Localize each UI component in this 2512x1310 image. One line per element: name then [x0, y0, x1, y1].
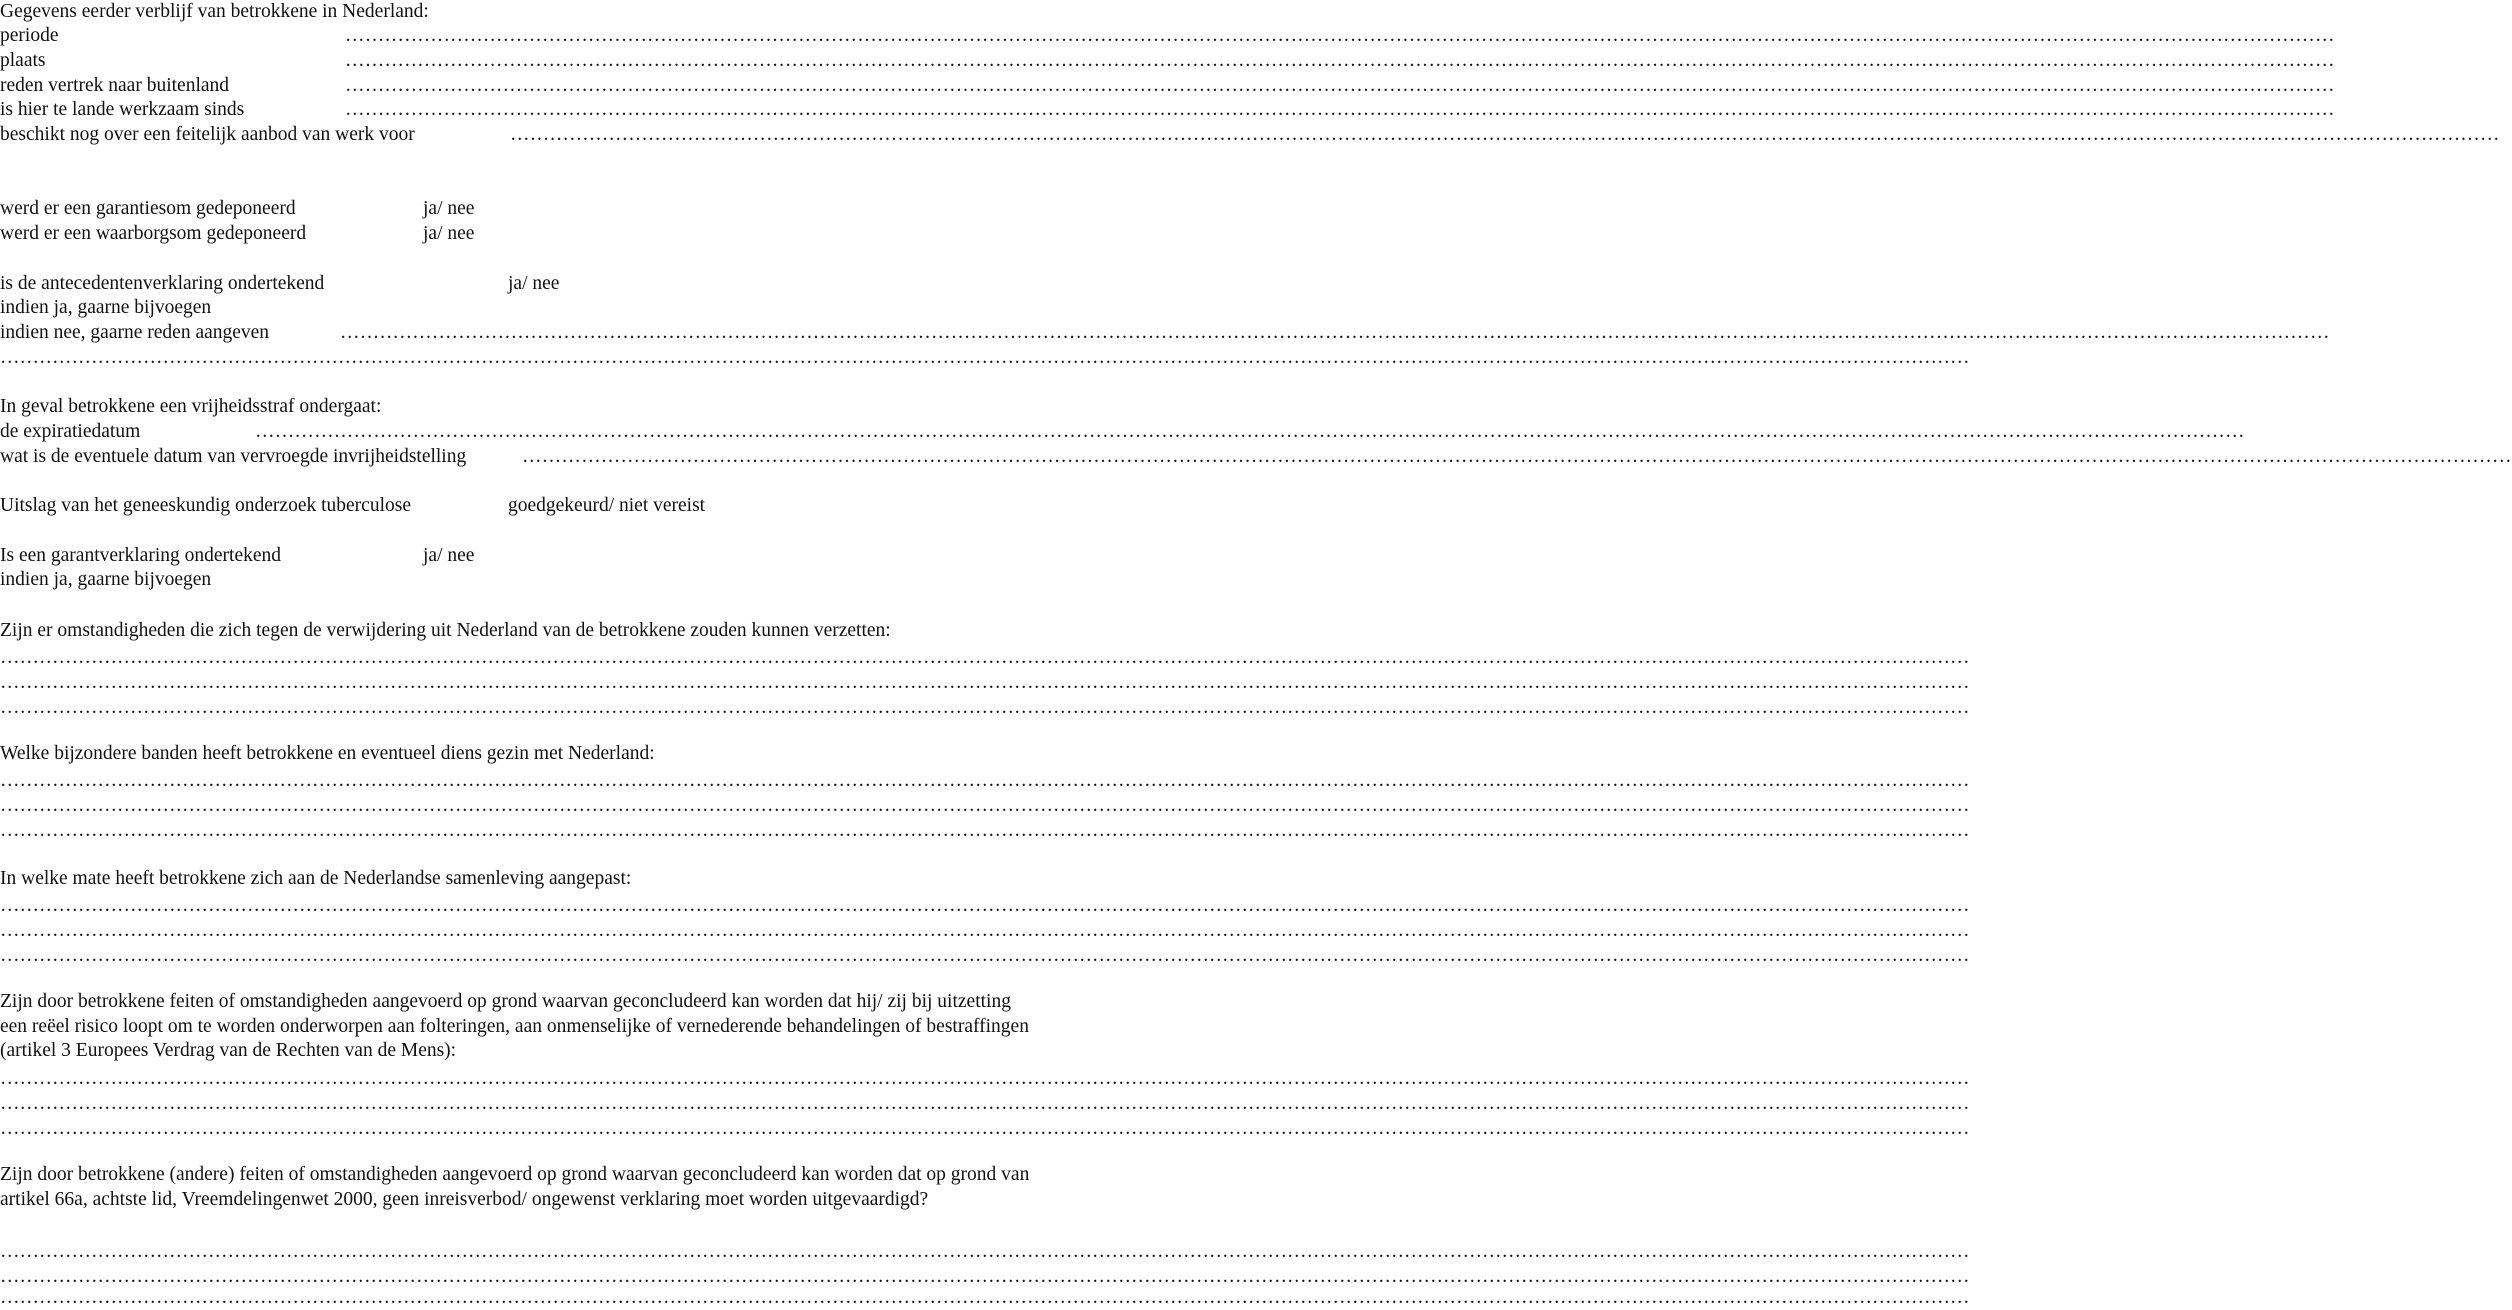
circumstances-question: Zijn er omstandigheden die zich tegen de verwijdering uit Nederland van de betrokkene zouden kunnen verzetten:: [0, 620, 891, 641]
integration-question: In welke mate heeft betrokkene zich aan de Nederlandse samenleving aangepast:: [0, 868, 632, 889]
entry-ban-answer-line-3[interactable]: ……………………………………………………………………………………………………………………………………………………………………………………………………………………………………………………………………………: [0, 1287, 1970, 1308]
place-field[interactable]: ……………………………………………………………………………………………………………………………………………………………………………………………………………………………………………………………………………: [345, 50, 2335, 71]
expiry-date-label: de expiratiedatum: [0, 421, 141, 442]
circumstances-answer-line-1[interactable]: ……………………………………………………………………………………………………………………………………………………………………………………………………………………………………………………………………………: [0, 647, 1970, 668]
guarantor-if-yes: indien ja, gaarne bijvoegen: [0, 569, 212, 590]
antecedents-reason-field-continued[interactable]: ……………………………………………………………………………………………………………………………………………………………………………………………………………………………………………………………………………: [0, 347, 1970, 368]
tuberculosis-exam-options[interactable]: goedgekeurd/ niet vereist: [508, 495, 706, 516]
ties-question: Welke bijzondere banden heeft betrokkene en eventueel diens gezin met Nederland:: [0, 743, 655, 764]
antecedents-if-no-label: indien nee, gaarne reden aangeven: [0, 322, 270, 343]
reason-departure-field[interactable]: ……………………………………………………………………………………………………………………………………………………………………………………………………………………………………………………………………………: [345, 75, 2335, 96]
bail-deposit-options[interactable]: ja/ nee: [423, 223, 475, 244]
working-since-label: is hier te lande werkzaam sinds: [0, 99, 245, 120]
ties-answer-line-1[interactable]: ……………………………………………………………………………………………………………………………………………………………………………………………………………………………………………………………………………: [0, 770, 1970, 791]
working-since-field[interactable]: ……………………………………………………………………………………………………………………………………………………………………………………………………………………………………………………………………………: [345, 99, 2335, 120]
antecedents-if-yes: indien ja, gaarne bijvoegen: [0, 297, 212, 318]
integration-answer-line-1[interactable]: ……………………………………………………………………………………………………………………………………………………………………………………………………………………………………………………………………………: [0, 895, 1970, 916]
period-label: periode: [0, 25, 59, 46]
risk-question: Zijn door betrokkene feiten of omstandigheden aangevoerd op grond waarvan geconcludeerd kan worden dat hij/ zij bij uitzetting een reëel risico loopt om te worden onderworpen aan folteringen, aan onmenselijke of vernederende behandelingen of bestraffingen (artikel 3 Europees Verdrag van de Rechten van de Mens):: [0, 991, 1029, 1061]
ties-answer-line-3[interactable]: ……………………………………………………………………………………………………………………………………………………………………………………………………………………………………………………………………………: [0, 820, 1970, 841]
tuberculosis-exam-label: Uitslag van het geneeskundig onderzoek tuberculose: [0, 495, 411, 516]
guarantor-signed-label: Is een garantverklaring ondertekend: [0, 545, 281, 566]
guarantee-deposit-options[interactable]: ja/ nee: [423, 198, 475, 219]
entry-ban-answer-line-2[interactable]: ……………………………………………………………………………………………………………………………………………………………………………………………………………………………………………………………………………: [0, 1266, 1970, 1287]
early-release-label: wat is de eventuele datum van vervroegde invrijheidstelling: [0, 446, 467, 467]
integration-answer-line-2[interactable]: ……………………………………………………………………………………………………………………………………………………………………………………………………………………………………………………………………………: [0, 920, 1970, 941]
job-offer-field[interactable]: ……………………………………………………………………………………………………………………………………………………………………………………………………………………………………………………………………………: [510, 124, 2500, 145]
circumstances-answer-line-2[interactable]: ……………………………………………………………………………………………………………………………………………………………………………………………………………………………………………………………………………: [0, 672, 1970, 693]
place-label: plaats: [0, 50, 46, 71]
early-release-field[interactable]: ……………………………………………………………………………………………………………………………………………………………………………………………………………………………………………………………………………: [522, 446, 2512, 467]
risk-answer-line-3[interactable]: ……………………………………………………………………………………………………………………………………………………………………………………………………………………………………………………………………………: [0, 1118, 1970, 1139]
risk-answer-line-1[interactable]: ……………………………………………………………………………………………………………………………………………………………………………………………………………………………………………………………………………: [0, 1068, 1970, 1089]
custody-heading: In geval betrokkene een vrijheidsstraf ondergaat:: [0, 396, 382, 417]
job-offer-label: beschikt nog over een feitelijk aanbod van werk voor: [0, 124, 415, 145]
risk-answer-line-2[interactable]: ……………………………………………………………………………………………………………………………………………………………………………………………………………………………………………………………………………: [0, 1093, 1970, 1114]
period-field[interactable]: ……………………………………………………………………………………………………………………………………………………………………………………………………………………………………………………………………………: [345, 25, 2335, 46]
reason-departure-label: reden vertrek naar buitenland: [0, 75, 230, 96]
antecedents-signed-options[interactable]: ja/ nee: [508, 273, 560, 294]
ties-answer-line-2[interactable]: ……………………………………………………………………………………………………………………………………………………………………………………………………………………………………………………………………………: [0, 795, 1970, 816]
previous-stay-heading: Gegevens eerder verblijf van betrokkene in Nederland:: [0, 1, 429, 22]
entry-ban-question: Zijn door betrokkene (andere) feiten of omstandigheden aangevoerd op grond waarvan geconcludeerd kan worden dat op grond van artikel 66a, achtste lid, Vreemdelingenwet 2000, geen inreisverbod/ ongewenst verklaring moet worden uitgevaardigd?: [0, 1164, 1030, 1210]
guarantee-deposit-label: werd er een garantiesom gedeponeerd: [0, 198, 296, 219]
antecedents-signed-label: is de antecedentenverklaring ondertekend: [0, 273, 325, 294]
entry-ban-answer-line-1[interactable]: ……………………………………………………………………………………………………………………………………………………………………………………………………………………………………………………………………………: [0, 1241, 1970, 1262]
bail-deposit-label: werd er een waarborgsom gedeponeerd: [0, 223, 307, 244]
circumstances-answer-line-3[interactable]: ……………………………………………………………………………………………………………………………………………………………………………………………………………………………………………………………………………: [0, 697, 1970, 718]
guarantor-signed-options[interactable]: ja/ nee: [423, 545, 475, 566]
antecedents-reason-field[interactable]: ……………………………………………………………………………………………………………………………………………………………………………………………………………………………………………………………………………: [340, 322, 2330, 343]
integration-answer-line-3[interactable]: ……………………………………………………………………………………………………………………………………………………………………………………………………………………………………………………………………………: [0, 945, 1970, 966]
expiry-date-field[interactable]: ……………………………………………………………………………………………………………………………………………………………………………………………………………………………………………………………………………: [255, 421, 2245, 442]
